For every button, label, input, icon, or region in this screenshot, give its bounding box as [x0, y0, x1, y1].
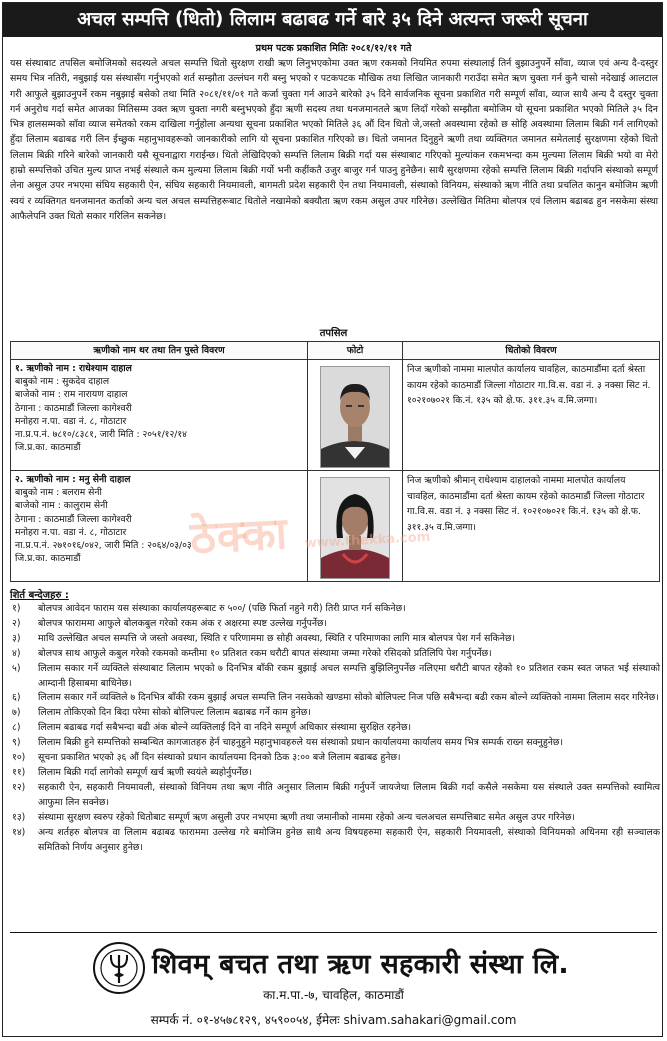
borrower-name: १. ऋणीको नाम : राधेश्याम दाहाल: [15, 363, 132, 374]
condition-number: ७): [12, 707, 21, 719]
condition-number: ८): [12, 722, 21, 734]
organization-name: शिवम् बचत तथा ऋण सहकारी संस्था लि.: [152, 949, 569, 980]
notice-headline: अचल सम्पत्ति (धितो) लिलाम बढाबढ गर्ने बारे ३५ दिने अत्यन्त जरूरी सूचना: [3, 3, 662, 37]
condition-number: १): [12, 603, 21, 614]
condition-number: १३): [12, 811, 26, 823]
list-item: [10, 691, 660, 706]
collateral-details: निज ऋणीको श्रीमान् राधेश्याम दाहालको नाममा मालपोत कार्यालय चावहिल, काठमाडौंमा दर्ता श्रेस्ता कायम रहेको काठमाडौं जिल्ला गोठाटार गा.वि.स. वडा नं. ३ नक्सा सिट नं. १०२१०७०२१ कि.नं. १३५ को क्षे.फ. ३११.३५ व.मि.जग्गा।: [407, 475, 645, 533]
conditions-list: [10, 602, 660, 855]
condition-text: माथि उल्लेखित अचल सम्पत्ति जे जस्तो अवस्था, स्थिति र परिणाममा छ सोही अवस्था, स्थिति र परिमाणका लागि मात्र बोलपत्र पेश गर्न सकिनेछ।: [38, 632, 516, 644]
list-item: [10, 617, 660, 632]
address-district: ठेगाना : काठमाडौं जिल्ला कागेश्वरी: [15, 402, 132, 414]
list-item: [10, 706, 660, 721]
watermark-url: www.thekka.com: [304, 529, 431, 552]
condition-number: २): [12, 617, 21, 629]
condition-number: ५): [12, 662, 21, 674]
table-header-row: [11, 342, 660, 360]
condition-number: ११): [12, 766, 26, 778]
condition-number: १२): [12, 781, 26, 793]
condition-text: सहकारी ऐन, सहकारी नियमावली, संस्थाको विनियम तथा ऋण नीति अनुसार लिलाम बिक्री गर्नुपर्ने जायजेथा लिलाम बिक्री गर्दा कसैले नसकेमा यस संस्थाले उक्त सम्पत्तिको स्वामित्व आफुमा लिन सक्नेछ।: [38, 781, 660, 808]
condition-number: ६): [12, 692, 21, 704]
collateral-cell: [403, 360, 660, 471]
list-item: [10, 647, 660, 662]
watermark: [189, 494, 431, 566]
publication-date: प्रथम पटक प्रकाशित मितिः २०८१/१२/११ गते: [255, 43, 412, 54]
collateral-cell: [403, 471, 660, 582]
list-item: [10, 811, 660, 826]
borrower-photo: [320, 366, 390, 468]
footer-divider: [10, 932, 657, 933]
condition-text: लिलाम सकार गर्ने व्यक्तिले ७ दिनभित्र बाँकी रकम बुझाई अचल सम्पत्ति लिन नसकेको खण्डमा सोको बोलिपल्ट निज पछि सबैभन्दा बढी रकम बोल्ने व्यक्तिको नाममा लिलाम सदर गरिनेछ।: [38, 692, 659, 704]
table-row: [11, 360, 660, 471]
list-item: [10, 781, 660, 811]
citizenship-number: ना.प्र.प.नं. २७१०१६/०४२, जारी मिति : २०६४/०३/०३: [15, 540, 192, 552]
issuing-office: जि.प्र.का. काठमाडौं: [15, 553, 81, 565]
father-name: बाबुको नाम : बलराम सेनी: [15, 487, 102, 499]
condition-text: सूचना प्रकाशित भएको ३६ औं दिन संस्थाको प्रधान कार्यालयमा दिनको ठिक ३:०० बजे लिलाम बढाबढ हुनेछ।: [38, 752, 401, 764]
grandfather-name: बाजेको नाम : राम नारायण दाहाल: [15, 389, 128, 401]
conditions-title: शिर्त बन्देजहरु :: [10, 590, 69, 601]
condition-text: लिलाम बिक्री गर्दा लागेको सम्पूर्ण खर्च ऋणी स्वयंले ब्यहोर्नुपर्नेछ।: [38, 766, 252, 778]
condition-text: बोलपत्र फाराममा आफुले बोलकबुल गरेको रकम अंक र अक्षरमा स्पष्ट उल्लेख गर्नुपर्नेछ।: [38, 617, 328, 629]
address-ward: मनोहरा न.पा. वडा नं. ८, गोठाटार: [15, 415, 127, 427]
watermark-brand: ठेक्का: [188, 508, 290, 565]
condition-text: लिलाम तोकिएको दिन बिदा परेमा सोको बोलिपल्ट लिलाम बढाबढ गर्ने काम हुनेछ।: [38, 707, 311, 719]
list-item: [10, 751, 660, 766]
header-borrower-details: ऋणीको नाम थर तथा तिन पुस्ते विवरण: [11, 342, 308, 360]
address-district: ठेगाना : काठमाडौं जिल्ला कागेश्वरी: [15, 513, 132, 525]
notice-body: यस संस्थाबाट तपसिल बमोजिमको सदस्यले अचल सम्पत्ति धितो सुरक्षण राखी ऋण लिनुभएकोमा उक्त ऋण रकमको नियमित रुपमा संस्थालाई तिर्न बुझाउनुपर्ने साँवा, व्याज एवं अन्य दै-दस्तुर समय भित्र नतिरी, नबुझाई यस संस्थासँग गर्नुभएको शर्त सम्झौता उल्लंघन गरी बस्नु भएको र पटकपटक मौखिक तथा लिखित जानकारी गराउँदा समेत ऋण चुक्ता गर्न कुनै चासो नदेखाई आलटाल गरी आफुले बुझाउनुपर्ने रकम नबुझाई बसेको तथा मिति २०८१/११/०१ गते कर्जा चुक्ता गर्न आउने बारेको ३५ दिने सार्वजनिक सूचना प्रकाशित गरी सम्पूर्ण साँवा, व्याज साथै अन्य दै दस्तुर चुक्ता गर्न अनुरोध गर्दा समेत आजका मितिसम्म उक्त ऋण चुक्ता नगरी बस्नुभएको हुँदा ऋणी सदस्य तथा धनजमानतले ऋण लिदाँ गरेको सम्झौता बमोजिम यो सूचना प्रकाशित भएको मितिले ३५ दिन भित्र हालसम्मको साँवा व्याज समेतको रकम दाखिला गर्नुहोला अन्यथा सूचना प्रकाशित भएको मितिले ३६ औं दिन धितो जे,जस्तो अवस्थामा रहेको छ सोहि अवस्थामा लिलाम बिक्री गर्न लागिएको हुँदा लिलाम बढाबढ गरी लिन ईच्छुक महानुभावहरूको जानकारीको लागि यो सूचना प्रकाशित गरिएको छ। धितो जमानत दिनुहुने ऋणी तथा व्यक्तिगत जमानत समेतलाई सुरक्षणमा रहेको धितो लिलाम बिक्री गरिने बारेको जानकारी यसै सूचनाद्वारा गराईन्छ। धितो लेखिदिएको सम्पत्ति लिलाम बिक्री गर्दा यस संस्थाबाट गरिएको मुल्यांकन रकमभन्दा कम मुल्यमा लिलाम बिक्री भयो वा मेरो हाम्रो सम्पत्तिको उचित मुल्य प्राप्त नभई संस्थाले कम मुल्यमा लिलाम बिक्री गर्यो भनी कहींकतै उजुर बाजुर गर्न पाउनु हुनेछैन। साथै सुरक्षणमा रहेको सम्पत्ति लिलाम बिक्री गर्दापनि संस्थाको सम्पूर्ण लेना असुल उपर नभएमा संघिय सहकारी ऐन, संघिय सहकारी नियमावली, बागमती प्रदेश सहकारी ऐन तथा नियमावली, संस्थाको विनियम, संस्थाको ऋण नीति तथा प्रचलित कानुन बमोजिम ऋणी स्वयं र व्यक्तिगत धनजमानत कर्ताको अन्य चल अचल सम्पत्तिहरूबाट धितोले नखामेको बक्यौता ऋण रकम असुल उपर गरिनेछ। उल्लेखित मितिमा बोलपत्र एवं लिलाम बढाबढ हुन नसकेमा संस्था आफैलेपनि उक्त धितो सकार गरिलिन सकनेछ।: [10, 58, 658, 222]
list-item: [10, 662, 660, 692]
address-ward: मनोहरा न.पा. वडा नं. ८, गोठाटार: [15, 526, 127, 538]
organization-contact: सम्पर्क नं. ०१-४५७८१२९, ४५९००५४, ईमेलः shivam.sahakari@gmail.com: [150, 1013, 517, 1027]
condition-number: ४): [12, 647, 21, 659]
condition-number: ३): [12, 632, 21, 644]
condition-text: संस्थामा सुरक्षण स्वरुप रहेको धितोबाट सम्पूर्ण ऋण असुली उपर नभएमा ऋणी तथा जमानीको नाममा रहेको अन्य चलअचल सम्पत्तिबाट समेत असुल उपर गरिनेछ।: [38, 811, 575, 823]
condition-number: ९): [12, 737, 21, 749]
father-name: बाबुको नाम : सुकदेव दाहाल: [15, 376, 110, 388]
condition-text: लिलाम सकार गर्ने व्यक्तिले संस्थाबाट लिलाम भएको ७ दिनभित्र बाँकी रकम बुझाई अचल सम्पत्ति बुझिलिनुपर्नेछ नलिएमा धरौटी बापत रहेको १० प्रतिशत रकम स्वत जफत भई संस्थाको आम्दानी हिसाबमा बाधिनेछ।: [38, 662, 660, 689]
borrower-details-cell: [11, 360, 308, 471]
issuing-office: जि.प्र.का. काठमाडौं: [15, 442, 81, 454]
condition-text: बोलपत्र साथ आफुले कबुल गरेको रकमको कम्तीमा १० प्रतिशत रकम धरौटी बापत संस्थामा जम्मा गरेको रसिदको प्रतिलिपि पेश गर्नुपर्नेछ।: [38, 647, 492, 659]
list-item: [10, 602, 660, 617]
citizenship-number: ना.प्र.प.नं. ७८१०/८३८१, जारी मिति : २०५१/१२/१४: [15, 429, 187, 441]
organization-address: का.म.पा.-७, चावहिल, काठमाडौं: [263, 988, 404, 1002]
borrower-name: २. ऋणीको नाम : मनु सेनी दाहाल: [15, 474, 131, 485]
list-item: [10, 721, 660, 736]
condition-text: लिलाम बिक्री हुने सम्पत्तिको सम्बन्धित कागजातहरु हेर्न चाहनुहुने महानुभावहरुले यस संस्थाको प्रधान कार्यालयमा कार्यालय समय भित्र सम्पर्क राख्न सक्नुहुनेछ।: [38, 737, 563, 749]
list-item: [10, 632, 660, 647]
condition-text: लिलाम बढाबढ गर्दा सबैभन्दा बढी अंक बोल्ने व्यक्तिलाई दिने वा नदिने सम्पूर्ण अधिकार संस्थामा सुरक्षित रहनेछ।: [38, 722, 411, 734]
condition-text: अन्य शर्तहरु बोलपत्र वा लिलाम बढाबढ फाराममा उल्लेख गरे बमोजिम हुनेछ साथै अन्य विषयहरुमा सहकारी ऐन, सहकारी नियमावली, संस्थाको विनियमको अधिनमा रही सञ्चालक समितिको निर्णय अनुसार हुनेछ।: [38, 826, 660, 853]
condition-text: बोलपत्र आवेदन फाराम यस संस्थाका कार्यालयहरूबाट रु ५००/ (पछि फिर्ता नहुने गरी) तिरी प्राप्त गर्न सकिनेछ।: [38, 603, 406, 614]
condition-number: १०): [12, 752, 26, 764]
header-collateral: धितोको विवरण: [403, 342, 660, 360]
header-photo: फोटो: [308, 342, 403, 360]
collateral-details: निज ऋणीको नाममा मालपोत कार्यालय चावहिल, काठमाडौंमा दर्ता श्रेस्ता कायम रहेको काठमाडौं जिल्ला गोठाटार गा.वि.स. वडा नं. ३ नक्सा सिट नं. १०२१०७०२१ कि.नं. १३५ को क्षे.फ. ३११.३५ व.मि.जग्गा।: [407, 364, 651, 406]
list-item: [10, 826, 660, 856]
list-item: [10, 736, 660, 751]
grandfather-name: बाजेको नाम : कालुराम सेनी: [15, 500, 108, 512]
condition-number: १४): [12, 826, 26, 838]
schedule-title: तपसिल: [319, 328, 348, 339]
photo-cell: [308, 360, 403, 471]
list-item: [10, 766, 660, 781]
